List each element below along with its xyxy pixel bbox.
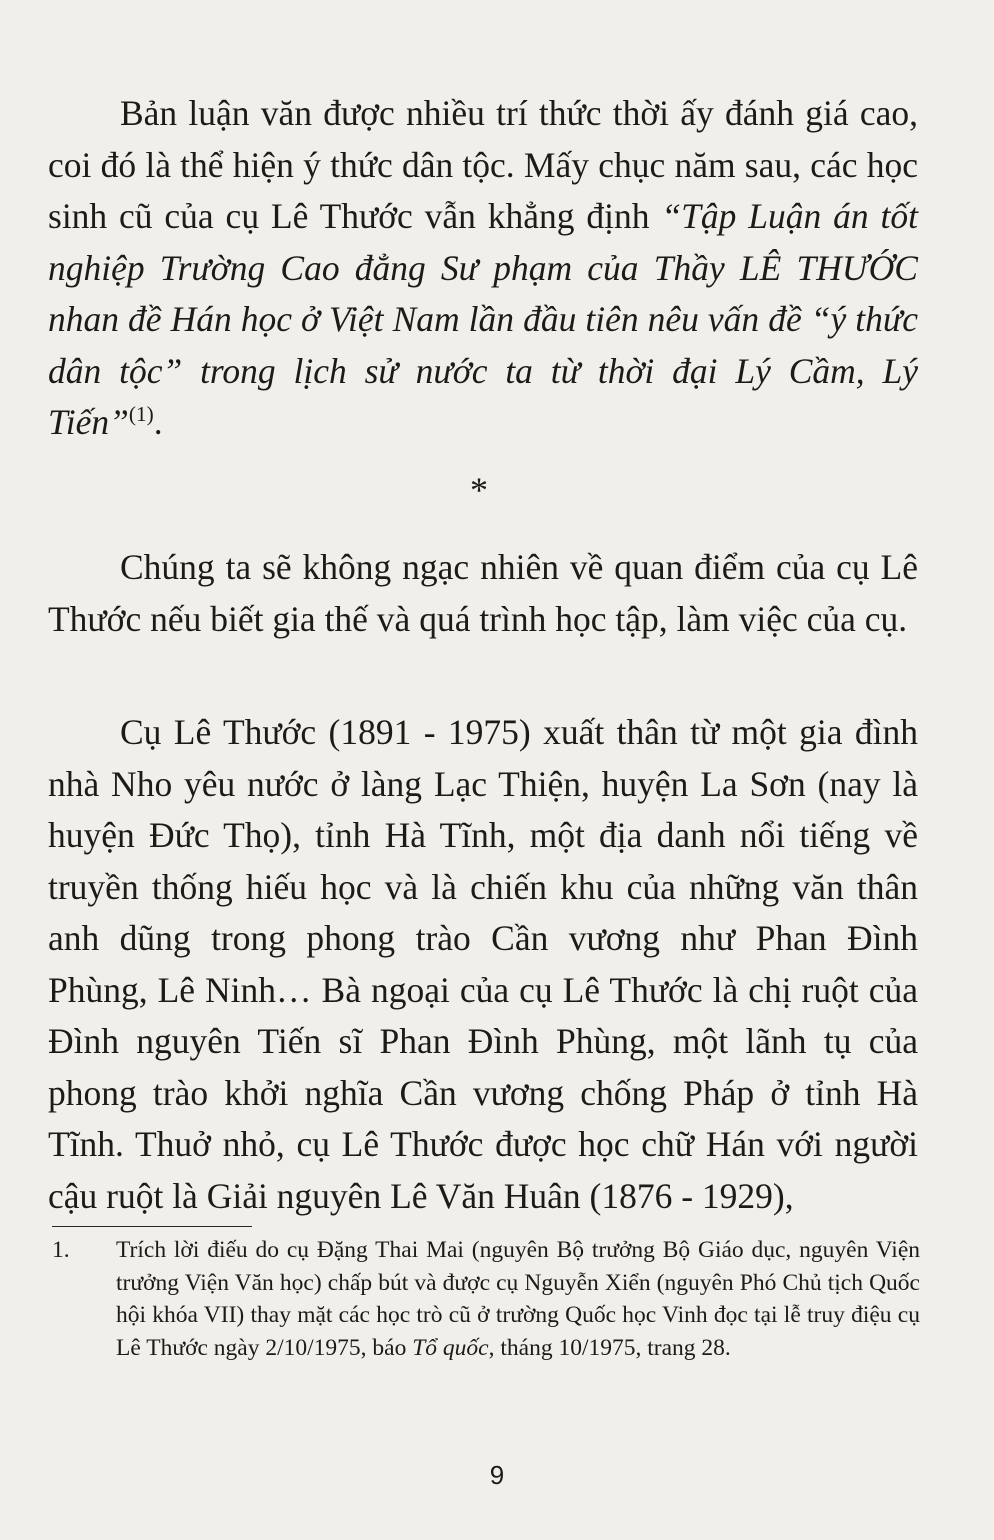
footnote [52,1234,920,1364]
footnote-number: 1. [52,1237,70,1263]
footnote-divider [52,1226,252,1227]
page-number: 9 [489,1460,505,1490]
paragraph-2: Chúng ta sẽ không ngạc nhiên về quan điểm của cụ Lê Thước nếu biết gia thế và quá trình học tập, làm việc của cụ. [48,547,918,639]
section-separator: * [470,470,488,510]
footnote-source: Tổ quốc [412,1334,489,1361]
quoted-tribute: “Tập Luận án tốt nghiệp Trường Cao đẳng Sư phạm của Thầy LÊ THƯỚC nhan đề Hán học ở Việt Nam lần đầu tiên nêu vấn đề “ý thức dân tộc” trong lịch sử nước ta từ thời đại Lý Cầm, Lý Tiến” [48,196,918,442]
footnote-reference: (1) [128,402,154,427]
footnote-text [116,1234,920,1364]
paragraph-1-end: . [153,402,163,442]
footnote-text-a: Trích lời điếu do cụ Đặng Thai Mai (nguyên Bộ trưởng Bộ Giáo dục, nguyên Viện trưởng Viện Văn học) chấp bút và được cụ Nguyễn Xiển (nguyên Phó Chủ tịch Quốc hội khóa VII) thay mặt các học trò cũ ở trường Quốc học Vinh đọc tại lễ truy điệu cụ Lê Thước ngày 2/10/1975, báo [116,1237,920,1361]
paragraph-1 [48,88,918,449]
paragraph-1-text: Bản luận văn được nhiều trí thức thời ấy đánh giá cao, coi đó là thể hiện ý thức dân tộc. Mấy chục năm sau, các học sinh cũ của cụ Lê Thước vẫn khẳng định [48,93,918,236]
paragraph-3: Cụ Lê Thước (1891 - 1975) xuất thân từ một gia đình nhà Nho yêu nước ở làng Lạc Thiện, huyện La Sơn (nay là huyện Đức Thọ), tỉnh Hà Tĩnh, một địa danh nổi tiếng về truyền thống hiếu học và là chiến khu của những văn thân anh dũng trong phong trào Cần vương như Phan Đình Phùng, Lê Ninh… Bà ngoại của cụ Lê Thước là chị ruột của Đình nguyên Tiến sĩ Phan Đình Phùng, một lãnh tụ của phong trào khởi nghĩa Cần vương chống Pháp ở tỉnh Hà Tĩnh. Thuở nhỏ, cụ Lê Thước được học chữ Hán với người cậu ruột là Giải nguyên Lê Văn Huân (1876 - 1929), [48,712,918,1216]
footnote-text-b: , tháng 10/1975, trang 28. [488,1334,731,1361]
